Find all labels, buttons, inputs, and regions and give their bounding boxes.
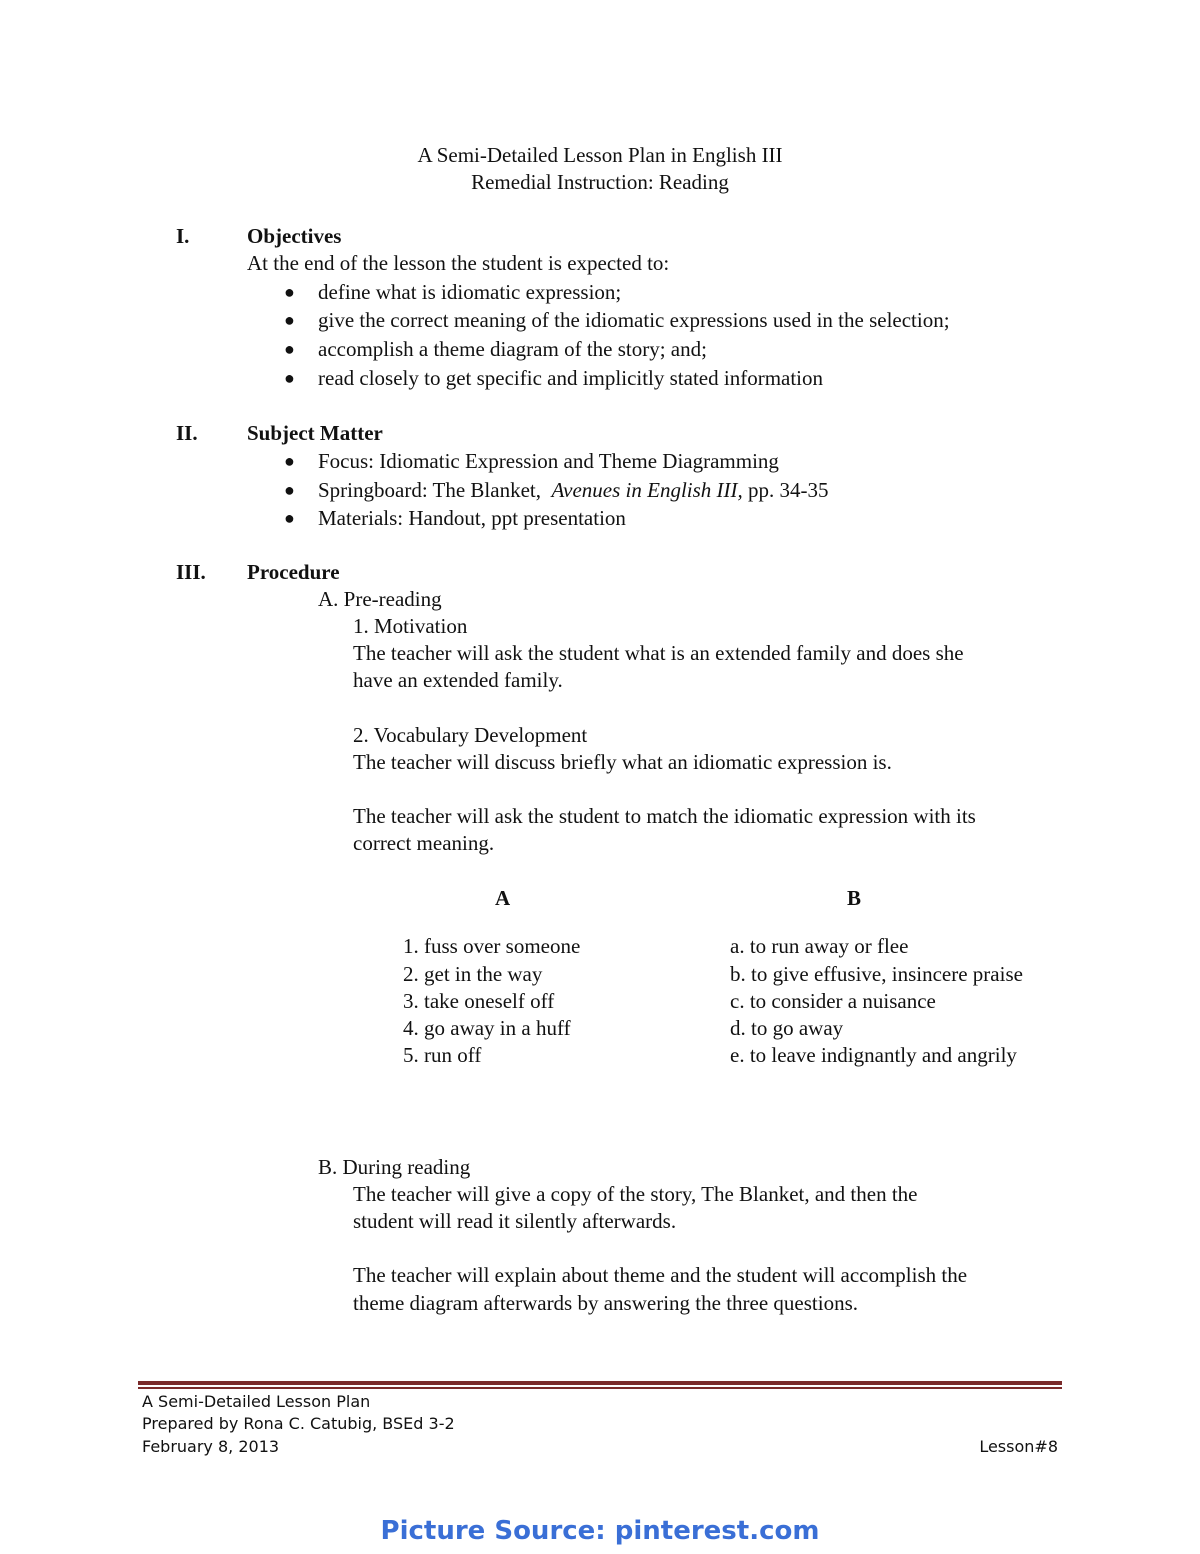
idiom-item: 3. take oneself off	[403, 989, 555, 1013]
bullet-icon: ●	[284, 282, 295, 302]
bullet-icon: ●	[284, 368, 295, 388]
bullet-icon: ●	[284, 451, 295, 471]
springboard-prefix: Springboard: The Blanket,	[318, 478, 541, 502]
vocabulary-heading: 2. Vocabulary Development	[353, 723, 588, 747]
motivation-text: have an extended family.	[353, 668, 563, 692]
meaning-item: e. to leave indignantly and angrily	[730, 1043, 1017, 1067]
bullet-icon: ●	[284, 339, 295, 359]
column-a-header: A	[495, 886, 511, 910]
bullet-icon: ●	[284, 480, 295, 500]
idiom-item: 4. go away in a huff	[403, 1016, 571, 1040]
section-3-heading: Procedure	[247, 560, 340, 584]
during-reading-text: The teacher will give a copy of the story, The Blanket, and then the	[353, 1182, 918, 1206]
vocabulary-text: correct meaning.	[353, 831, 495, 855]
objective-item: accomplish a theme diagram of the story; and;	[318, 337, 707, 361]
objective-item: define what is idiomatic expression;	[318, 280, 622, 304]
footer-plan-title: A Semi-Detailed Lesson Plan	[142, 1392, 371, 1411]
springboard-pages: pp. 34-35	[748, 478, 829, 502]
during-reading-heading: B. During reading	[318, 1155, 471, 1179]
pre-reading-heading: A. Pre-reading	[318, 587, 442, 611]
column-b-header: B	[847, 886, 862, 910]
during-reading-text: The teacher will explain about theme and the student will accomplish the	[353, 1263, 968, 1287]
idiom-item: 2. get in the way	[403, 962, 543, 986]
section-2-numeral: II.	[176, 421, 198, 445]
springboard-book-title: Avenues in English III,	[551, 478, 743, 502]
subject-springboard	[318, 477, 829, 503]
during-reading-text: student will read it silently afterwards.	[353, 1209, 677, 1233]
footer-prepared-by: Prepared by Rona C. Catubig, BSEd 3-2	[142, 1414, 455, 1433]
vocabulary-text: The teacher will discuss briefly what an idiomatic expression is.	[353, 750, 892, 774]
during-reading-text: theme diagram afterwards by answering the three questions.	[353, 1291, 858, 1315]
meaning-item: c. to consider a nuisance	[730, 989, 936, 1013]
objective-item: read closely to get specific and implicitly stated information	[318, 366, 824, 390]
section-3-numeral: III.	[176, 560, 206, 584]
idiom-item: 5. run off	[403, 1043, 482, 1067]
objectives-intro: At the end of the lesson the student is expected to:	[247, 251, 670, 275]
motivation-text: The teacher will ask the student what is an extended family and does she	[353, 641, 964, 665]
subject-focus: Focus: Idiomatic Expression and Theme Diagramming	[318, 449, 779, 473]
objective-item: give the correct meaning of the idiomatic expressions used in the selection;	[318, 308, 950, 332]
meaning-item: d. to go away	[730, 1016, 844, 1040]
motivation-heading: 1. Motivation	[353, 614, 468, 638]
idiom-item: 1. fuss over someone	[403, 934, 581, 958]
footer-date: February 8, 2013	[142, 1437, 280, 1456]
footer-rule-thick	[138, 1381, 1062, 1385]
document-title: A Semi-Detailed Lesson Plan in English III	[417, 143, 783, 167]
section-1-heading: Objectives	[247, 224, 342, 248]
footer-lesson-number: Lesson#8	[979, 1437, 1058, 1456]
subject-materials: Materials: Handout, ppt presentation	[318, 506, 626, 530]
bullet-icon: ●	[284, 310, 295, 330]
meaning-item: b. to give effusive, insincere praise	[730, 962, 1023, 986]
section-1-numeral: I.	[176, 224, 190, 248]
picture-source-link[interactable]: Picture Source: pinterest.com	[380, 1516, 820, 1546]
footer-rule-thin	[138, 1387, 1062, 1389]
section-2-heading: Subject Matter	[247, 421, 383, 445]
document-subtitle: Remedial Instruction: Reading	[471, 170, 729, 194]
bullet-icon: ●	[284, 508, 295, 528]
vocabulary-text: The teacher will ask the student to match the idiomatic expression with its	[353, 804, 976, 828]
meaning-item: a. to run away or flee	[730, 934, 909, 958]
